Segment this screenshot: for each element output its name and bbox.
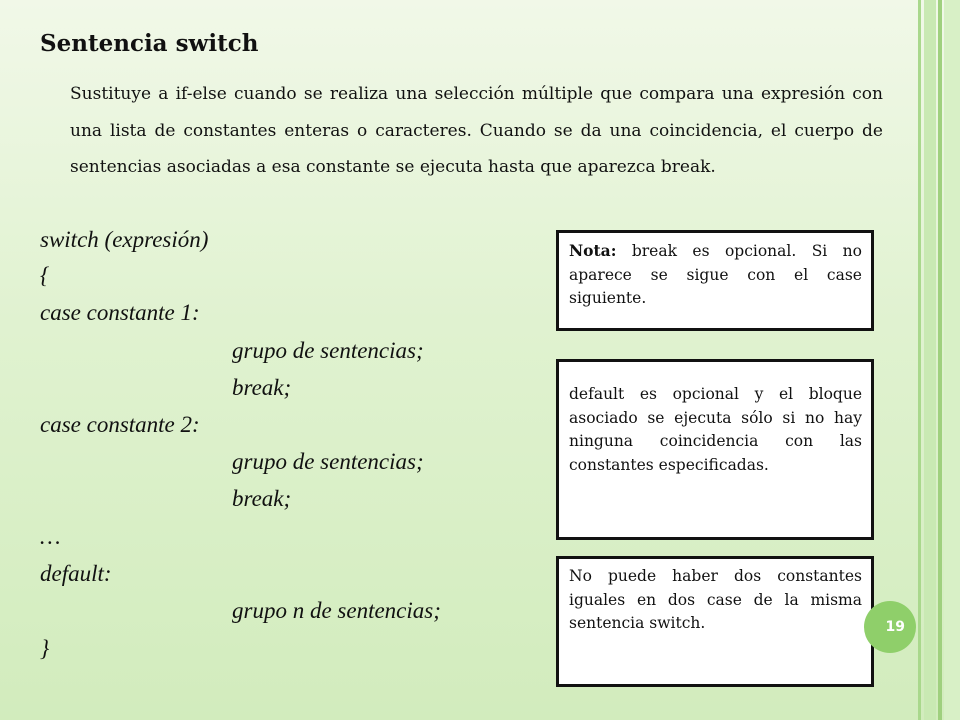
page-number-badge bbox=[864, 601, 916, 653]
code-line: … bbox=[40, 524, 61, 549]
decorative-stripe bbox=[938, 0, 942, 720]
note-break-optional bbox=[556, 230, 874, 331]
decorative-stripe bbox=[924, 0, 936, 720]
slide-title: Sentencia switch bbox=[40, 30, 259, 57]
code-line: grupo de sentencias; bbox=[232, 338, 424, 363]
note-text: default es opcional y el bloque asociado se ejecuta sólo si no hay ninguna coincidencia con las constantes especificadas. bbox=[569, 385, 862, 474]
intro-paragraph: Sustituye a if-else cuando se realiza una selección múltiple que compara una expresión con una lista de constantes enteras o caracteres. Cuando se da una coincidencia, el cuerpo de sentencias asociadas a esa constante se ejecuta hasta que aparezca break. bbox=[70, 84, 883, 177]
note-unique-constants bbox=[556, 556, 874, 687]
decorative-stripe bbox=[944, 0, 960, 720]
code-line: case constante 1: bbox=[40, 300, 200, 325]
code-line: grupo de sentencias; bbox=[232, 449, 424, 474]
code-line: } bbox=[40, 636, 50, 661]
code-line: break; bbox=[232, 486, 292, 511]
note-text: break es opcional. Si no aparece se sigue con el case siguiente. bbox=[569, 242, 862, 307]
code-line: { bbox=[40, 263, 50, 288]
note-default-optional bbox=[556, 359, 874, 540]
code-line: default: bbox=[40, 561, 112, 586]
code-line: grupo n de sentencias; bbox=[232, 598, 441, 623]
code-line: switch (expresión) bbox=[40, 227, 209, 252]
code-line: case constante 2: bbox=[40, 412, 200, 437]
page-number: 19 bbox=[885, 619, 905, 635]
note-text: No puede haber dos constantes iguales en dos case de la misma sentencia switch. bbox=[569, 567, 862, 632]
decorative-stripe bbox=[918, 0, 921, 720]
note-label: Nota: bbox=[569, 241, 617, 260]
code-line: break; bbox=[232, 375, 292, 400]
